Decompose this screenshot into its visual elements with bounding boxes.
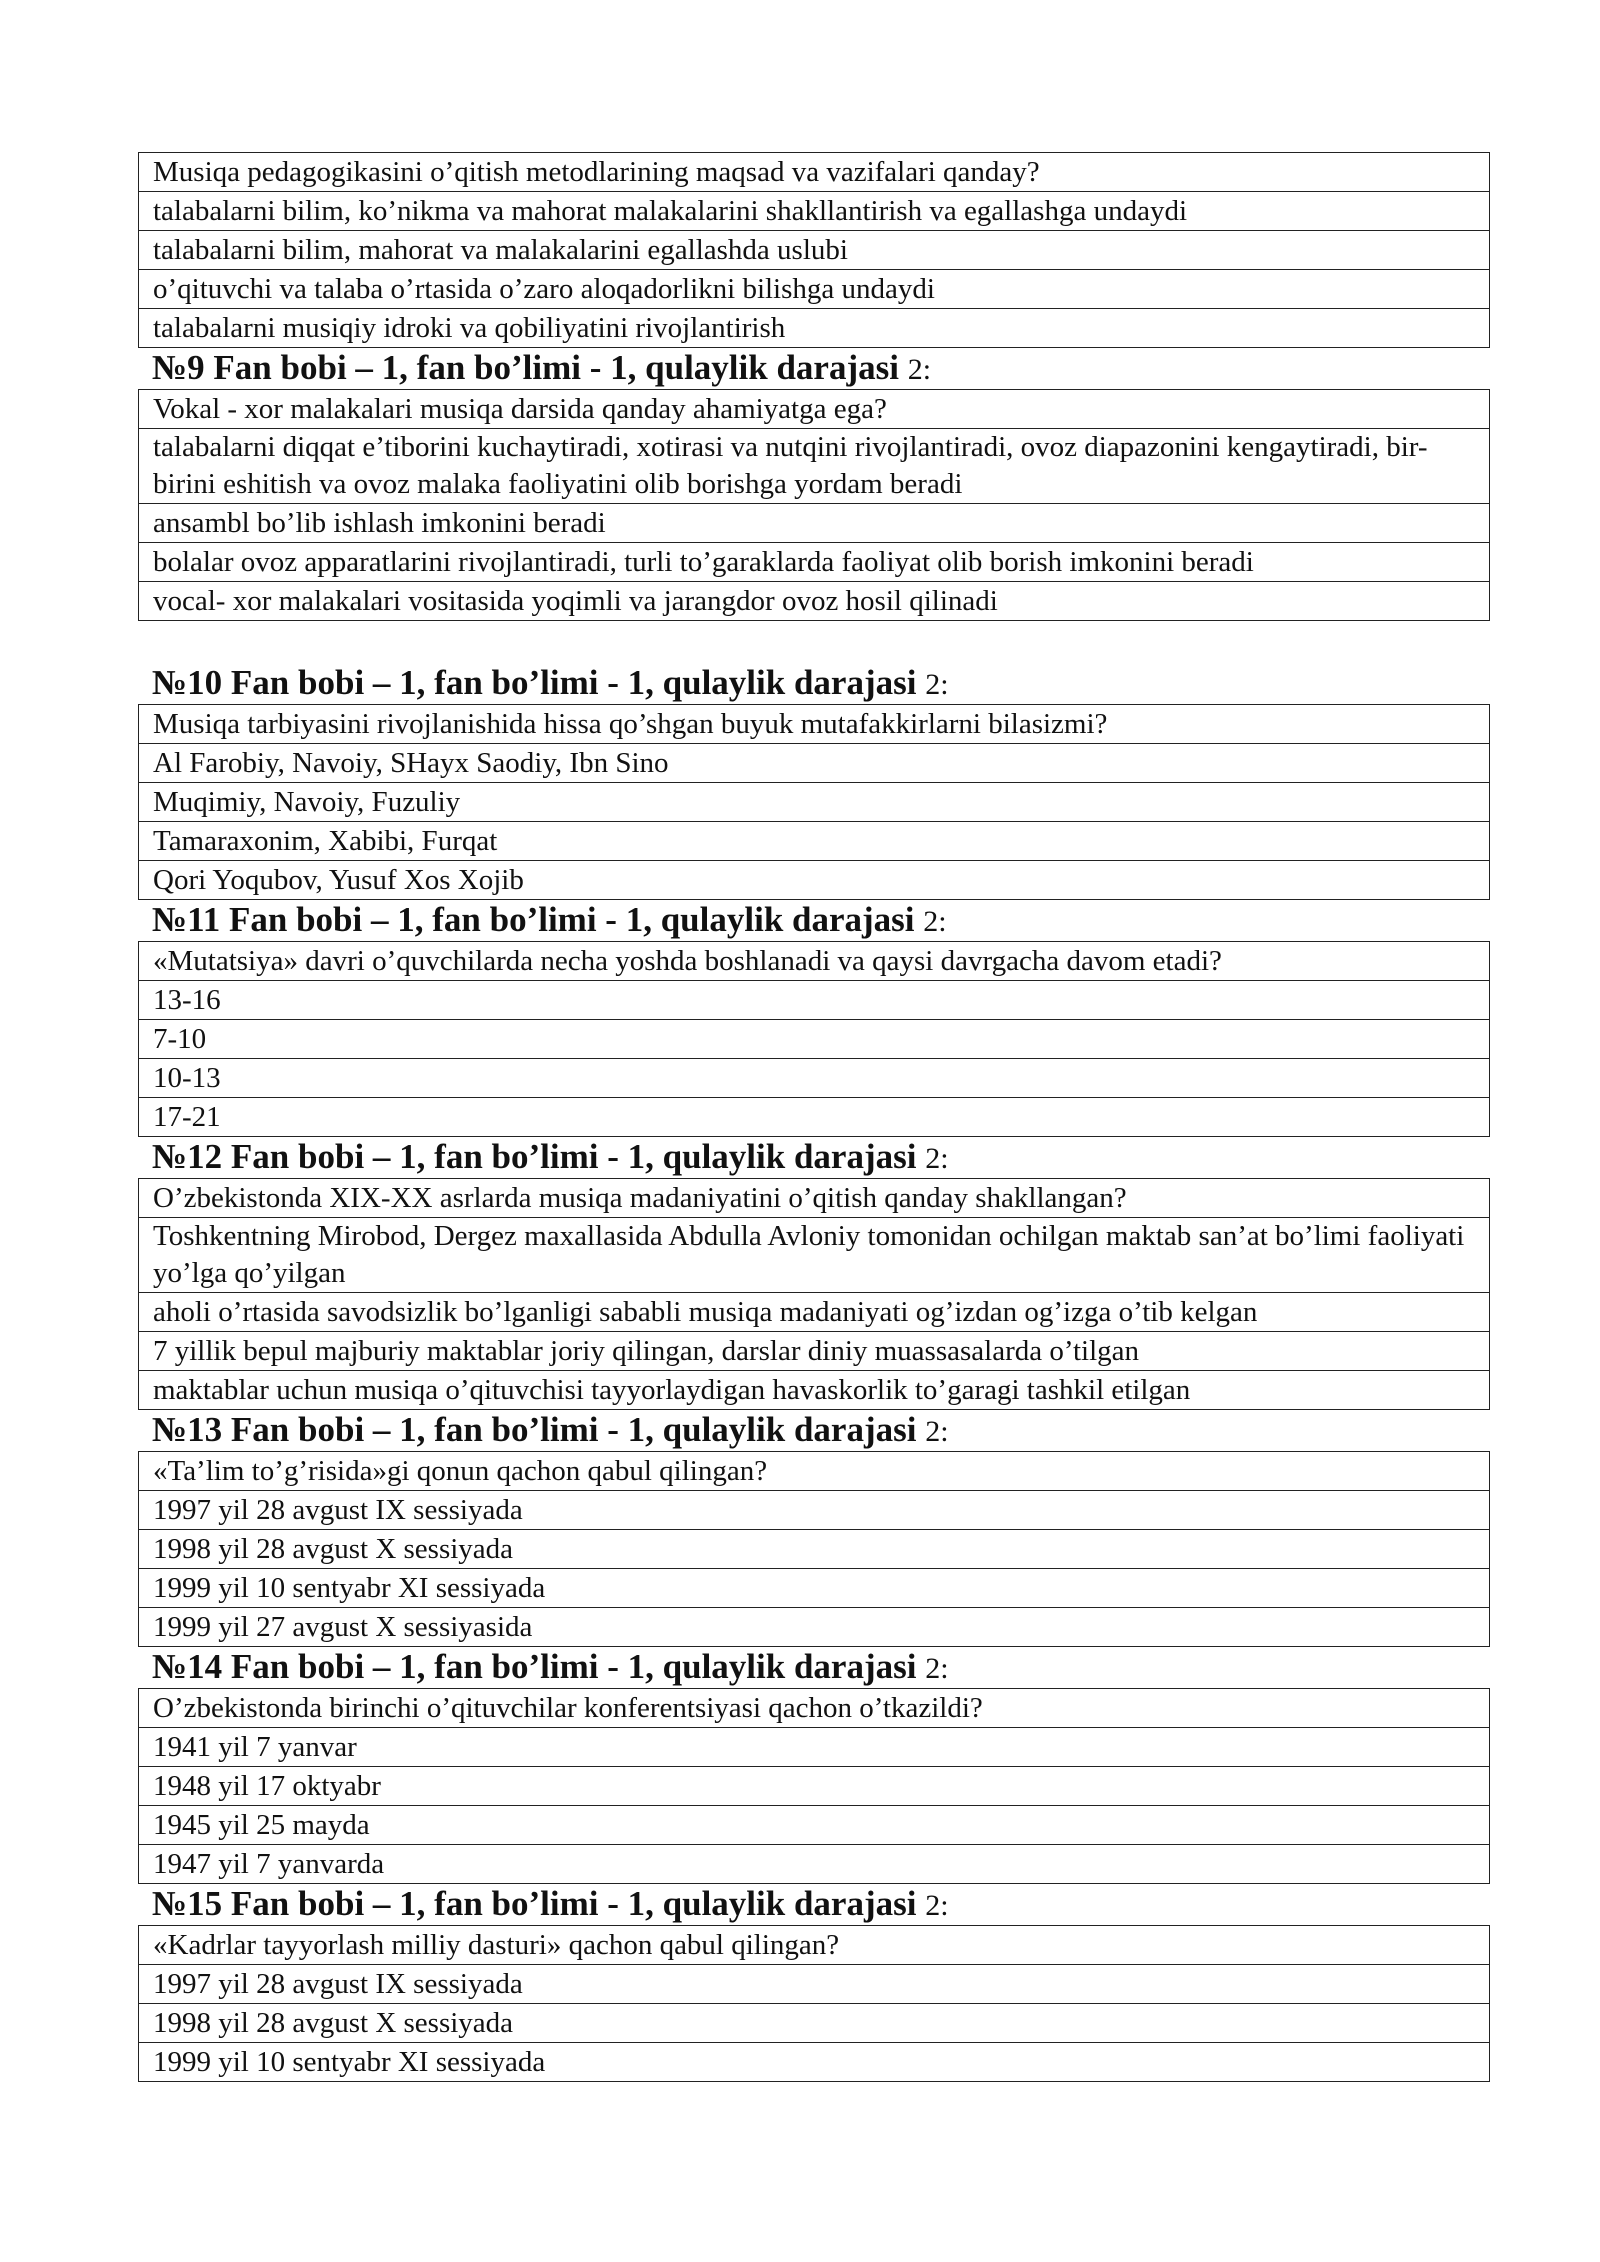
- question-text: «Kadrlar tayyorlash milliy dasturi» qachon qabul qilingan?: [153, 1929, 840, 1961]
- question-table-11: [138, 941, 1490, 1137]
- answer-option: 1998 yil 28 avgust X sessiyada: [139, 2003, 1489, 2042]
- answer-option: aholi o’rtasida savodsizlik bo’lganligi sababli musiqa madaniyati og’izdan og’izga o’tib kelgan: [139, 1292, 1489, 1331]
- answer-option: Qori Yoqubov, Yusuf Xos Xojib: [139, 860, 1489, 899]
- question-table-10: [138, 704, 1490, 900]
- answer-option: talabalarni bilim, ko’nikma va mahorat malakalarini shakllantirish va egallashga undaydi: [139, 191, 1489, 230]
- answer-option: 17-21: [139, 1097, 1489, 1136]
- answer-option: 1945 yil 25 mayda: [139, 1805, 1489, 1844]
- answer-option: 1999 yil 10 sentyabr XI sessiyada: [139, 2042, 1489, 2081]
- answer-option: ansambl bo’lib ishlash imkonini beradi: [139, 503, 1489, 542]
- answer-option: Al Farobiy, Navoiy, SHayx Saodiy, Ibn Sino: [139, 743, 1489, 782]
- question-text: O’zbekistonda birinchi o’qituvchilar konferentsiyasi qachon o’tkazildi?: [153, 1692, 983, 1724]
- answer-option: 1999 yil 27 avgust X sessiyasida: [139, 1607, 1489, 1646]
- question-heading-11: №11 Fan bobi – 1, fan bo’limi - 1, qulaylik darajasi 2:: [152, 900, 947, 939]
- question-table-9: [138, 389, 1490, 621]
- question-table-13: [138, 1451, 1490, 1647]
- question-table-12: [138, 1178, 1490, 1410]
- answer-option: 1998 yil 28 avgust X sessiyada: [139, 1529, 1489, 1568]
- answer-option: maktablar uchun musiqa o’qituvchisi tayyorlaydigan havaskorlik to’garagi tashkil etilgan: [139, 1370, 1489, 1409]
- spacer: [138, 621, 1490, 663]
- answer-option: 1997 yil 28 avgust IX sessiyada: [139, 1490, 1489, 1529]
- question-table-15: [138, 1925, 1490, 2082]
- document-page: [138, 152, 1490, 2082]
- answer-option: 13-16: [139, 980, 1489, 1019]
- answer-option: Muqimiy, Navoiy, Fuzuliy: [139, 782, 1489, 821]
- answer-option: bolalar ovoz apparatlarini rivojlantiradi, turli to’garaklarda faoliyat olib borish imkonini beradi: [139, 542, 1489, 581]
- question-heading-13: №13 Fan bobi – 1, fan bo’limi - 1, qulaylik darajasi 2:: [152, 1410, 949, 1449]
- answer-option: talabalarni musiqiy idroki va qobiliyatini rivojlantirish: [139, 308, 1489, 347]
- answer-option: Toshkentning Mirobod, Dergez maxallasida Abdulla Avloniy tomonidan ochilgan maktab san’at bo’limi faoliyati yo’lga qo’yilgan: [139, 1217, 1489, 1292]
- answer-option: 1948 yil 17 oktyabr: [139, 1766, 1489, 1805]
- question-table-14: [138, 1688, 1490, 1884]
- question-text: Vokal - xor malakalari musiqa darsida qanday ahamiyatga ega?: [153, 393, 887, 425]
- question-heading-14: №14 Fan bobi – 1, fan bo’limi - 1, qulaylik darajasi 2:: [152, 1647, 949, 1686]
- answer-option: 7-10: [139, 1019, 1489, 1058]
- question-text: O’zbekistonda XIX-XX asrlarda musiqa madaniyatini o’qitish qanday shakllangan?: [153, 1182, 1127, 1214]
- question-heading-10: №10 Fan bobi – 1, fan bo’limi - 1, qulaylik darajasi 2:: [152, 663, 949, 702]
- answer-option: talabalarni bilim, mahorat va malakalarini egallashda uslubi: [139, 230, 1489, 269]
- answer-option: Tamaraxonim, Xabibi, Furqat: [139, 821, 1489, 860]
- question-text: Musiqa tarbiyasini rivojlanishida hissa qo’shgan buyuk mutafakkirlarni bilasizmi?: [153, 708, 1108, 740]
- answer-option: 1997 yil 28 avgust IX sessiyada: [139, 1964, 1489, 2003]
- answer-option: 1999 yil 10 sentyabr XI sessiyada: [139, 1568, 1489, 1607]
- answer-option: 1941 yil 7 yanvar: [139, 1727, 1489, 1766]
- question-heading-12: №12 Fan bobi – 1, fan bo’limi - 1, qulaylik darajasi 2:: [152, 1137, 949, 1176]
- question-heading-15: №15 Fan bobi – 1, fan bo’limi - 1, qulaylik darajasi 2:: [152, 1884, 949, 1923]
- answer-option: 7 yillik bepul majburiy maktablar joriy qilingan, darslar diniy muassasalarda o’tilgan: [139, 1331, 1489, 1370]
- answer-option: o’qituvchi va talaba o’rtasida o’zaro aloqadorlikni bilishga undaydi: [139, 269, 1489, 308]
- question-text: «Ta’lim to’g’risida»gi qonun qachon qabul qilingan?: [153, 1455, 768, 1487]
- answer-option: talabalarni diqqat e’tiborini kuchaytiradi, xotirasi va nutqini rivojlantiradi, ovoz diapazonini kengaytiradi, bir-birini eshitish va ovoz malaka faoliyatini olib borishga yordam beradi: [139, 428, 1489, 503]
- question-heading-9: №9 Fan bobi – 1, fan bo’limi - 1, qulaylik darajasi 2:: [152, 348, 932, 387]
- question-text: «Mutatsiya» davri o’quvchilarda necha yoshda boshlanadi va qaysi davrgacha davom etadi?: [153, 945, 1222, 977]
- answer-option: vocal- xor malakalari vositasida yoqimli va jarangdor ovoz hosil qilinadi: [139, 581, 1489, 620]
- answer-option: 10-13: [139, 1058, 1489, 1097]
- question-table-8: [138, 152, 1490, 348]
- question-text: Musiqa pedagogikasini o’qitish metodlarining maqsad va vazifalari qanday?: [153, 156, 1040, 188]
- answer-option: 1947 yil 7 yanvarda: [139, 1844, 1489, 1883]
